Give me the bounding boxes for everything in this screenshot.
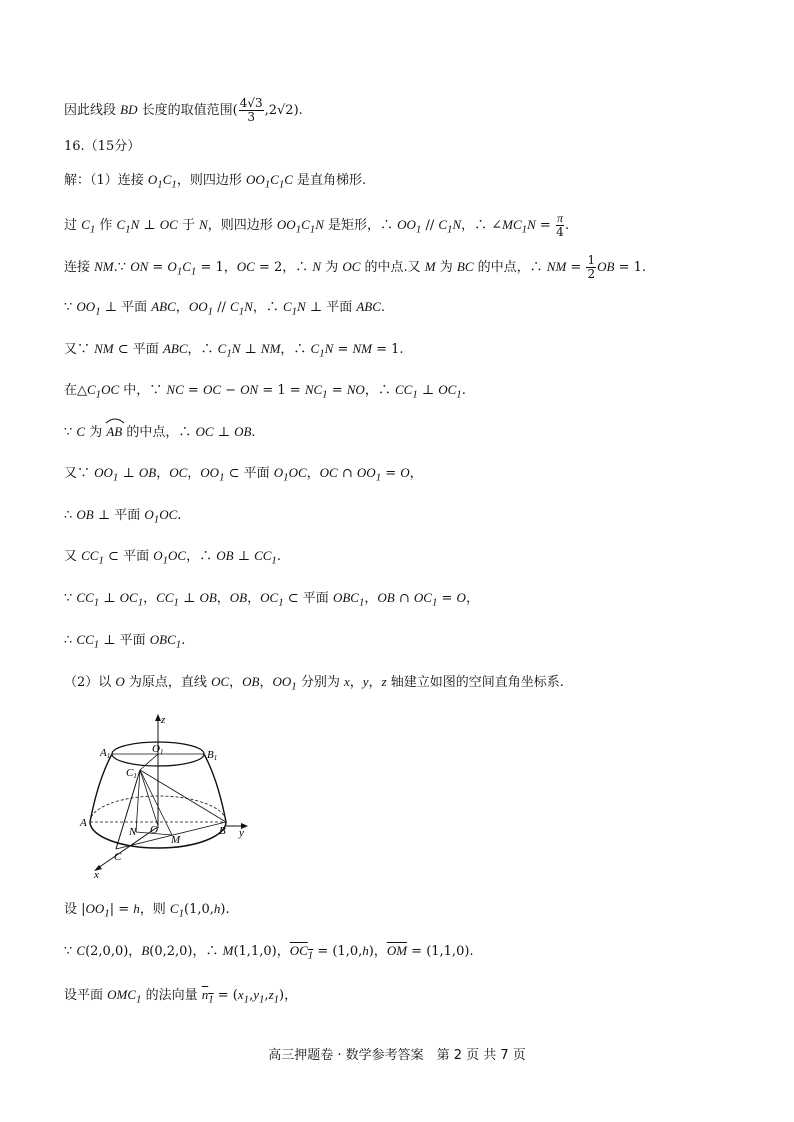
label-x: x bbox=[94, 869, 99, 880]
solution-line-11: ∵ $CC_1$ ⊥ $OC_1$，$CC_1$ ⊥ OB，OB，$OC_1$ ⊂ 平面 $OBC_1$，OB ∩ $OC_1 = O$， bbox=[64, 590, 479, 609]
part-2-line: （2）以 O 为原点，直线 OC，OB，$OO_1$ 分别为 x，y，z 轴建立如图的空间直角坐标系. bbox=[64, 674, 564, 693]
solution-line-5: 又∵ NM ⊂ 平面 ABC，∴ $C_1N$ ⊥ NM，∴ $C_1N$ = NM = 1. bbox=[64, 341, 404, 360]
right-generatrix bbox=[204, 754, 226, 822]
solution-line-1: 解：（1）连接 $O_1C_1$，则四边形 $OO_1C_1C$ 是直角梯形. bbox=[64, 172, 367, 191]
left-generatrix bbox=[90, 754, 112, 822]
range-conclusion: 因此线段 BD 长度的取值范围( $\frac{4√3}{3}$ ,2√2). bbox=[64, 96, 303, 124]
solution-line-2: 过 $C_1$ 作 $C_1N$ ⊥ OC 于 N，则四边形 $OO_1C_1N$ 是矩形，∴ $OO_1 // C_1N$，∴ $\angle MC_1N$ = $\frac{\pi}{4}$ . bbox=[64, 211, 570, 239]
label-m: M bbox=[171, 834, 181, 846]
label-c1: C1 bbox=[126, 767, 137, 780]
label-c: C bbox=[114, 851, 122, 863]
set-h-line: 设 $|OO_1| = h$，则 $C_1(1,0,h)$. bbox=[64, 901, 230, 920]
solution-line-9: ∴ OB ⊥ 平面 $O_1OC$. bbox=[64, 507, 182, 526]
solution-line-8: 又∵ $OO_1$ ⊥ OB，OC，$OO_1$ ⊂ 平面 $O_1OC$，OC ∩ $OO_1 = O$， bbox=[64, 465, 423, 484]
normal-vector-line: 设平面 $OMC_1$ 的法向量 $n_1 = (x_1,y_1,z_1)$， bbox=[64, 987, 298, 1006]
solution-line-7: ∵ C 为 AB 的中点，∴ OC ⊥ OB. bbox=[64, 422, 256, 443]
segment-c1-c bbox=[116, 770, 140, 849]
segment-o1-c1 bbox=[140, 754, 158, 770]
label-y: y bbox=[239, 827, 244, 839]
label-a: A bbox=[80, 817, 87, 829]
solution-line-12: ∴ $CC_1$ ⊥ 平面 $OBC_1$. bbox=[64, 632, 186, 651]
label-o1: O1 bbox=[152, 743, 164, 756]
segment-c1-o bbox=[140, 770, 158, 826]
label-z: z bbox=[161, 714, 166, 726]
solution-line-3: 连接 NM.∵ ON = $O_1C_1 = 1$，OC = 2，∴ N 为 OC 的中点.又 M 为 BC 的中点，∴ NM = $\frac{1}{2}$ OB = 1. bbox=[64, 253, 647, 281]
solution-line-4: ∵ $OO_1$ ⊥ 平面 ABC，$OO_1 // C_1N$，∴ $C_1N$ ⊥ 平面 ABC. bbox=[64, 299, 386, 318]
label-b1: B1 bbox=[207, 749, 218, 762]
solution-line-6: 在$\triangle C_1OC$ 中，∵ NC = OC − ON = $1 = NC_1$ = NO，∴ $CC_1$ ⊥ $OC_1$. bbox=[64, 382, 466, 401]
page-footer: 高三押题卷 · 数学参考答案 第 2 页 共 7 页 bbox=[268, 1048, 526, 1063]
label-o: O bbox=[150, 824, 158, 836]
coordinates-line: ∵ C(2,0,0)，B(0,2,0)，∴ M(1,1,0)，$OC_1 = (1,0,h)$，$\overline{OM} = (1,1,0)$. bbox=[64, 943, 474, 962]
label-a1: A1 bbox=[100, 747, 111, 760]
arc-mark-icon bbox=[105, 416, 125, 424]
problem-16-heading: 16.（15分） bbox=[64, 139, 141, 154]
frustum-figure bbox=[72, 710, 262, 880]
label-b: B bbox=[219, 825, 226, 837]
label-n: N bbox=[129, 826, 137, 838]
solution-line-10: 又 $CC_1$ ⊂ 平面 $O_1OC$，∴ OB ⊥ $CC_1$. bbox=[64, 548, 281, 567]
